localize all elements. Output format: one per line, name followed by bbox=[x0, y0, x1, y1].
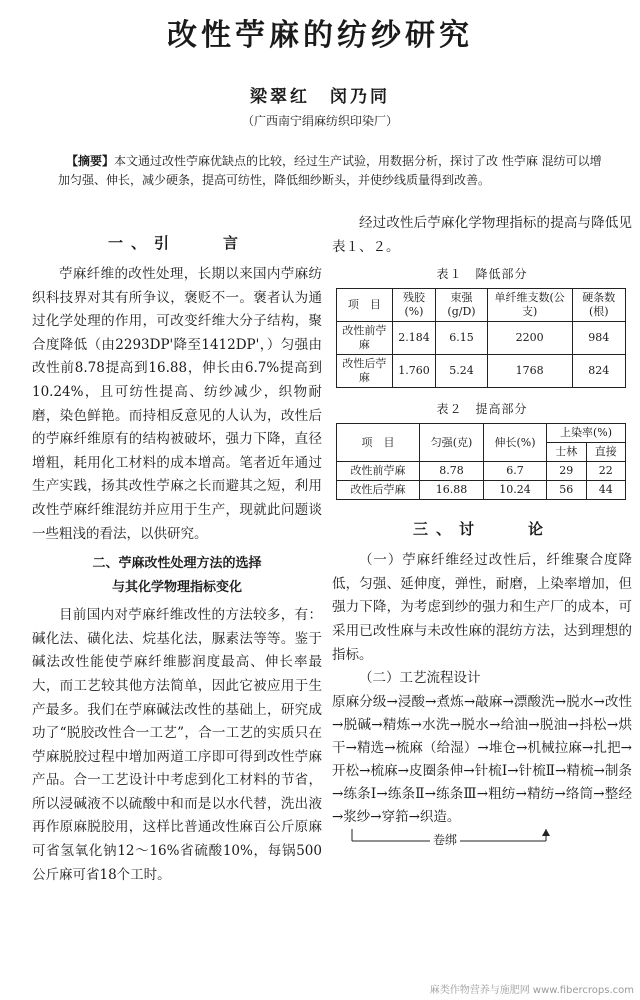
abstract-text: 本文通过改性苧麻优缺点的比较，经过生产试验，用数据分析，探讨了改 性苧麻 混纺可以增加匀强、伸长，减少硬条，提高可纺性，降低细纱断头，并使纱线质量得到改善。 bbox=[58, 154, 602, 187]
table2-caption: 表２ 提高部分 bbox=[436, 402, 528, 417]
table-header-cell: 束强(g/D) bbox=[436, 289, 488, 322]
table-cell: 2.184 bbox=[392, 322, 435, 355]
flow-return-label: 卷绑 bbox=[430, 831, 460, 848]
table-header-cell: 直接 bbox=[586, 443, 625, 462]
table-row bbox=[337, 462, 626, 481]
section-heading-discussion: 三、讨 论 bbox=[412, 520, 551, 539]
table-cell: 8.78 bbox=[420, 462, 484, 481]
tables-intro: 经过改性后苧麻化学物理指标的提高与降低见表１、２。 bbox=[332, 215, 632, 255]
table1-caption: 表１ 降低部分 bbox=[436, 267, 528, 282]
table-row bbox=[337, 322, 626, 355]
table-header-cell: 匀强(克) bbox=[420, 424, 484, 462]
table-header-cell: 单纤维支数(公支) bbox=[487, 289, 572, 322]
table-cell: 1768 bbox=[487, 355, 572, 388]
abstract bbox=[58, 152, 608, 190]
table-cell: 984 bbox=[572, 322, 626, 355]
table-header-cell: 伸长(%) bbox=[483, 424, 546, 462]
table-cell: 改性前苧麻 bbox=[337, 322, 393, 355]
table-cell: 44 bbox=[586, 481, 625, 500]
table-cell: 29 bbox=[547, 462, 586, 481]
table-cell: 改性后苧麻 bbox=[337, 355, 393, 388]
table-cell: 16.88 bbox=[420, 481, 484, 500]
section-heading-introduction: 一、引 言 bbox=[107, 234, 246, 252]
intro-paragraph: 苧麻纤维的改性处理，长期以来国内苧麻纺织科技界对其有所争议，褒贬不一。褒者认为通过化学处理的作用，可改变纤维大分子结构，聚合度降低（由2293DP'降至1412DP'，）匀强由改性前8.78提高到16.88，伸长由6.7%提高到10.24%，且可纺性提高、纺纱减少，织物耐磨，染色鲜艳。而持相反意见的人认为，改性后的苧麻纤维原有的结构被破坏，强力下降，直径增粗，耗用化工材料的成本增高。笔者近年通过生产实践，扬其改性苧麻之长而避其之短，利用改性苧麻纤维混纺并应用于生产，现就此问题谈一些粗浅的看法，以供研究。 bbox=[32, 266, 322, 542]
table-header-cell: 残胶(%) bbox=[392, 289, 435, 322]
table2 bbox=[336, 423, 626, 500]
table-cell: 1.760 bbox=[392, 355, 435, 388]
table-cell: 6.7 bbox=[483, 462, 546, 481]
watermark: 麻类作物营养与施肥网 www.fibercrops.com bbox=[429, 985, 634, 996]
process-heading: （二）工艺流程设计 bbox=[359, 670, 481, 687]
table-cell: 改性前苧麻 bbox=[337, 462, 420, 481]
right-column bbox=[332, 212, 632, 851]
table-cell: 10.24 bbox=[483, 481, 546, 500]
table-cell: 56 bbox=[547, 481, 586, 500]
table-row bbox=[337, 481, 626, 500]
table-header-cell: 上染率(%) bbox=[547, 424, 626, 443]
table-cell: 改性后苧麻 bbox=[337, 481, 420, 500]
table-header-cell: 项 目 bbox=[337, 424, 420, 462]
methods-paragraph: 目前国内对苧麻纤维改性的方法较多，有：碱化法、磺化法、烷基化法，脲素法等等。鉴于碱法改性能使苧麻纤维膨润度最高、伸长率最大，而工艺较其他方法简单，因此它被应用于生产最多。我们在苧麻碱法改性的基础上，研究成功了“脱胶改性合一工艺”，合一工艺的实质只在苧麻脱胶过程中增加两道工序即可得到改性苧麻产品。合一工艺设计中考虑到化工材料的节省，所以浸碱液不以硫酸中和而是以水代替，洗出液再作原麻脱胶用，这样比普通改性麻百公斤原麻可省氢氧化钠12～16%省硫酸10%，每锅500公斤麻可省18个工时。 bbox=[32, 607, 322, 883]
table-cell: 6.15 bbox=[436, 322, 488, 355]
table-header-cell: 项 目 bbox=[337, 289, 393, 322]
paper-affiliation: （广西南宁绢麻纺织印染厂） bbox=[241, 114, 398, 128]
table-header-row bbox=[337, 289, 626, 322]
paper-title: 改性苧麻的纺纱研究 bbox=[167, 18, 473, 53]
section-heading-methods bbox=[32, 552, 322, 600]
table-header-cell: 硬条数(根) bbox=[572, 289, 626, 322]
section-heading-methods-line2: 与其化学物理指标变化 bbox=[111, 580, 242, 596]
flow-return-line bbox=[350, 829, 550, 851]
table-cell: 2200 bbox=[487, 322, 572, 355]
table1 bbox=[336, 288, 626, 388]
table-cell: 824 bbox=[572, 355, 626, 388]
table-header-row bbox=[337, 424, 626, 443]
table-cell: 22 bbox=[586, 462, 625, 481]
process-flow: 原麻分级→浸酸→煮炼→敲麻→漂酸洗→脱水→改性→脱碱→精炼→水洗→脱水→给油→脱油→抖松→烘干→精选→梳麻（给湿）→堆仓→机械拉麻→扎把→开松→梳麻→皮圈条伸→针梳Ⅰ→针梳Ⅱ→精梳→制条→练条Ⅰ→练条Ⅱ→练条Ⅲ→粗纺→精纺→络筒→整经→浆纱→穿筘→织造。 bbox=[332, 693, 632, 825]
abstract-label: 【摘要】 bbox=[66, 154, 115, 168]
table-cell: 5.24 bbox=[436, 355, 488, 388]
left-column bbox=[32, 232, 322, 887]
table-row bbox=[337, 355, 626, 388]
table-header-cell: 士林 bbox=[547, 443, 586, 462]
paper-authors: 梁翠红 闵乃同 bbox=[250, 87, 390, 107]
section-heading-methods-line1: 二、苧麻改性处理方法的选择 bbox=[92, 556, 262, 572]
discussion-paragraph: （一）苧麻纤维经过改性后，纤维聚合度降低，匀强、延伸度，弹性，耐磨，上染率增加，但强力下降，为考虑到纱的强力和生产厂的成本，可采用已改性麻与未改性麻的混纺方法，达到理想的指标。 bbox=[332, 552, 632, 663]
